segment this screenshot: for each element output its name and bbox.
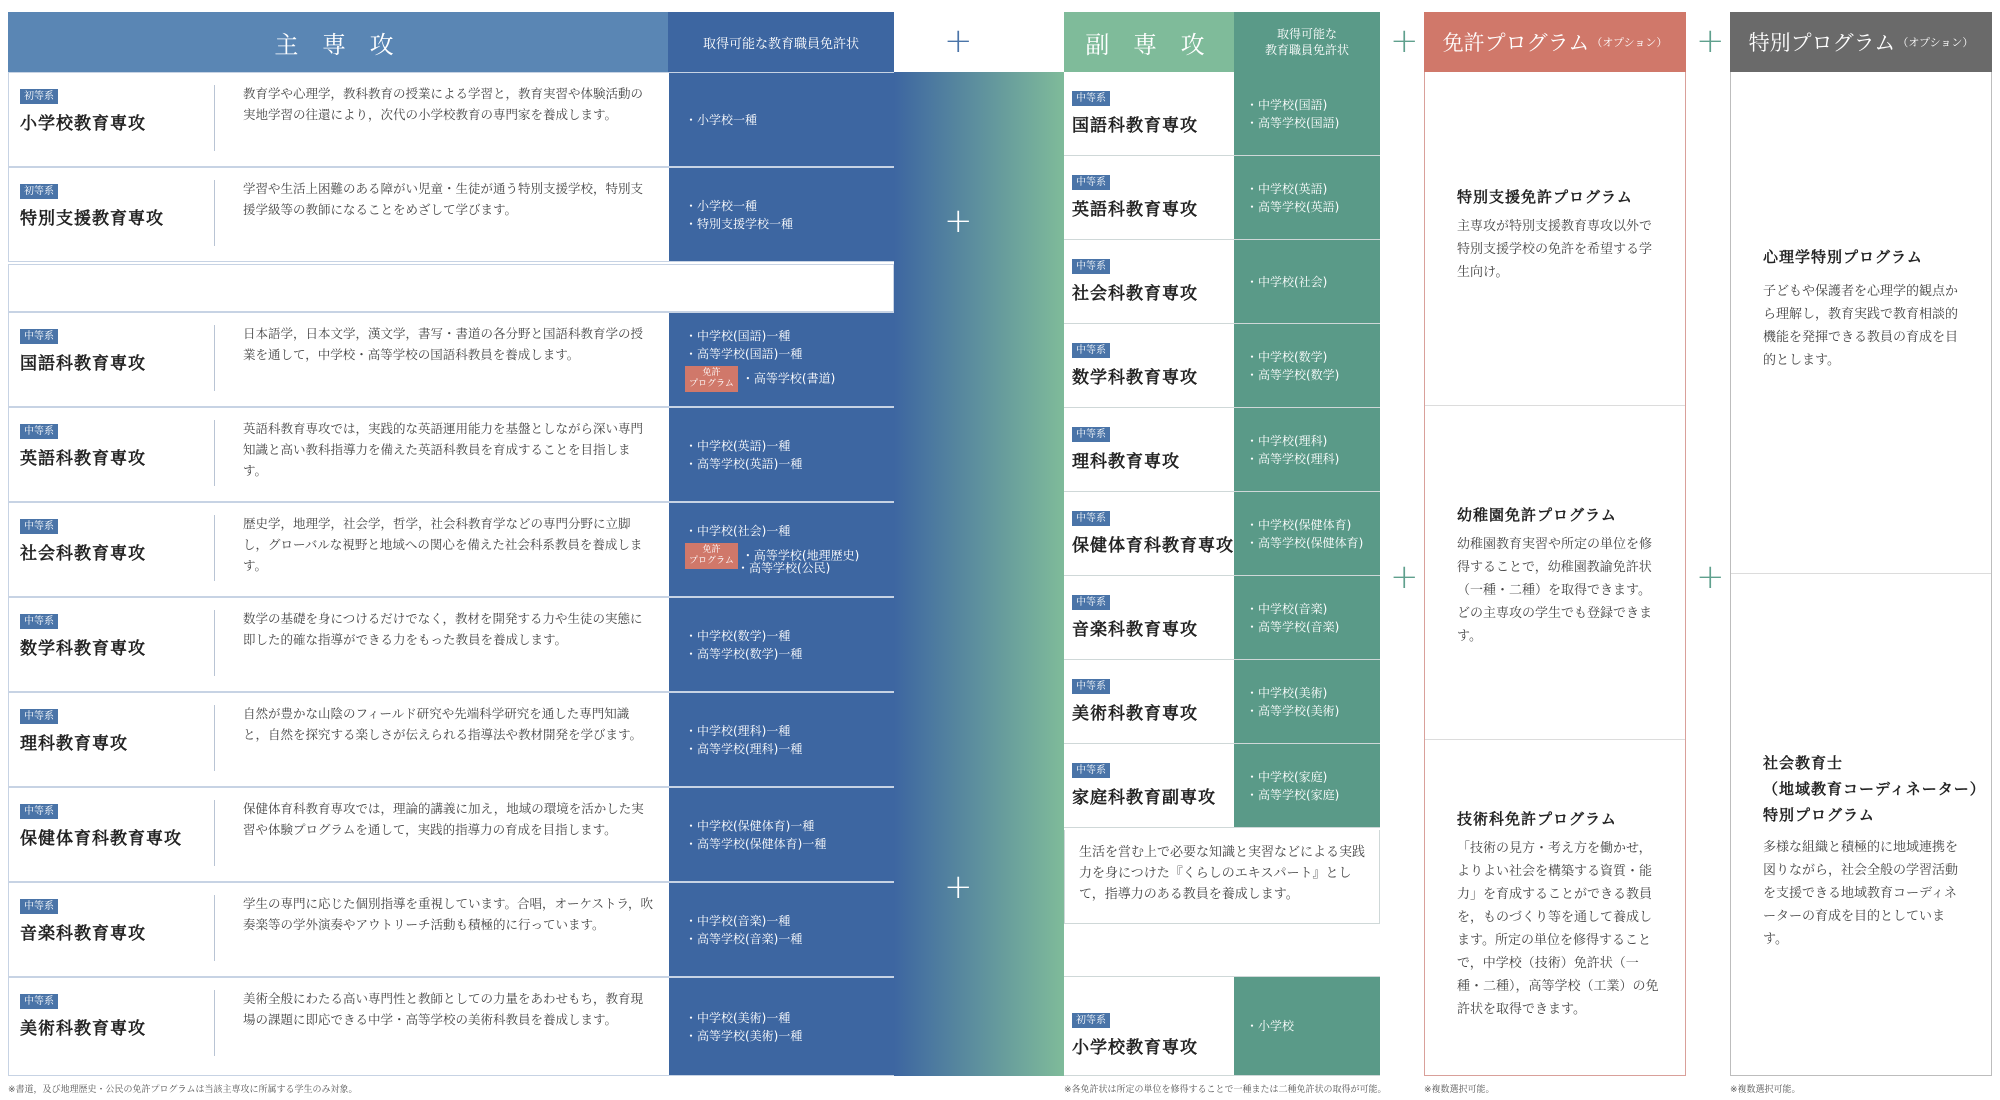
license-program-column — [1424, 72, 1686, 1076]
special-program-psychology[interactable] — [1731, 72, 1991, 574]
license-line: ・中学校(数学) — [1246, 349, 1328, 364]
divider — [214, 325, 215, 391]
main-major-row[interactable] — [8, 502, 894, 597]
program-title: 技術科免許プログラム — [1457, 810, 1617, 828]
badge-line: プログラム — [689, 379, 734, 389]
main-major-row[interactable] — [8, 312, 894, 407]
license-line: ・中学校(保健体育)一種 — [685, 818, 815, 833]
minor-row[interactable] — [1064, 72, 1380, 156]
main-license-cell — [669, 503, 895, 596]
minor-license-header — [1234, 12, 1380, 72]
plus-icon: + — [1696, 21, 1725, 61]
license-line: ・高等学校(理科)一種 — [685, 741, 803, 756]
main-license-cell — [669, 598, 895, 691]
badge-line: プログラム — [689, 556, 734, 566]
program-title-line: （地域教育コーディネーター） — [1763, 780, 1986, 798]
divider — [214, 180, 215, 246]
special-program-social-education[interactable] — [1731, 574, 1991, 1074]
program-text: 多様な組織と積極的に地域連携を図りながら，社会全般の学習活動を支援できる地域教育コーディネーターの育成を目的としています。 — [1763, 840, 1959, 947]
plus-icon: + — [944, 21, 973, 61]
minor-row[interactable] — [1064, 660, 1380, 744]
program-title-line: 特別プログラム — [1763, 806, 1875, 824]
main-major-row[interactable] — [8, 882, 894, 977]
program-title: 幼稚園免許プログラム — [1457, 506, 1617, 524]
main-major-row[interactable] — [8, 167, 894, 262]
minor-license-cell — [1234, 492, 1380, 575]
divider — [214, 515, 215, 581]
license-line: ・小学校一種 — [685, 112, 758, 127]
major-description: 保健体育科教育専攻では，理論的講義に加え，地域の環境を活かした実習や体験プログラムを通して，実践的指導力の育成を目指します。 — [243, 801, 644, 837]
major-name: 国語科教育専攻 — [20, 354, 146, 374]
main-license-cell — [669, 978, 895, 1075]
license-line: ・高等学校(数学)一種 — [685, 646, 803, 661]
divider — [214, 895, 215, 961]
license-program-kindergarten[interactable] — [1425, 406, 1685, 740]
program-title-line: 社会教育士 — [1763, 754, 1844, 772]
category-tag: 中等系 — [20, 519, 58, 534]
program-text: 子どもや保護者を心理学的観点から理解し，教育実践で教育相談的機能を発揮できる教員の育成を目的とします。 — [1763, 284, 1959, 368]
program-title: 心理学特別プログラム — [1763, 248, 1923, 266]
main-license-cell — [669, 313, 895, 406]
category-tag: 中等系 — [1072, 175, 1110, 190]
category-tag: 中等系 — [20, 424, 58, 439]
license-line: ・高等学校(英語)一種 — [685, 456, 803, 471]
minor-license-cell — [1234, 72, 1380, 155]
minor-name: 小学校教育専攻 — [1072, 1038, 1198, 1058]
category-tag: 初等系 — [20, 184, 58, 199]
minor-license-cell — [1234, 324, 1380, 407]
major-description: 学生の専門に応じた個別指導を重視しています。合唱，オーケストラ，吹奏楽等の学外演奏やアウトリーチ活動も積極的に行っています。 — [243, 896, 654, 932]
major-name: 音楽科教育専攻 — [20, 924, 146, 944]
license-program-header — [1424, 12, 1686, 72]
home-economics-description: 生活を営む上で必要な知識と実習などによる実践力を身につけた『くらしのエキスパート』として，指導力のある教員を養成します。 — [1064, 830, 1380, 924]
minor-row[interactable] — [1064, 240, 1380, 324]
main-major-row[interactable] — [8, 692, 894, 787]
license-line: ・中学校(数学)一種 — [685, 628, 791, 643]
major-name: 英語科教育専攻 — [20, 449, 146, 469]
category-tag: 中等系 — [1072, 343, 1110, 358]
license-line: ・高等学校(保健体育)一種 — [685, 836, 827, 851]
category-tag: 初等系 — [1072, 1013, 1110, 1028]
license-line: ・高等学校(美術) — [1246, 703, 1340, 718]
program-text: 「技術の見方・考え方を働かせ，よりよい社会を構築する資質・能力」を育成することができる教員を，ものづくり等を通して養成します。所定の単位を修得することで，中学校（技術）免許状（一種・二種），高等学校（工業）の免許状を取得できます。 — [1457, 841, 1659, 1017]
license-line: ・中学校(社会) — [1246, 274, 1328, 289]
plus-icon: + — [944, 867, 973, 907]
license-line: ・高等学校(美術)一種 — [685, 1028, 803, 1043]
license-line: ・中学校(英語) — [1246, 181, 1328, 196]
minor-name: 数学科教育専攻 — [1072, 368, 1198, 388]
divider — [214, 420, 215, 486]
program-license: ・高等学校(地理歴史) — [741, 548, 860, 563]
license-line: ・中学校(理科)一種 — [685, 723, 791, 738]
main-footnote: ※書道，及び地理歴史・公民の免許プログラムは当該主専攻に所属する学生のみ対象。 — [8, 1085, 358, 1095]
divider — [214, 705, 215, 771]
main-major-row[interactable] — [8, 407, 894, 502]
special-program-column — [1730, 72, 1992, 1076]
major-description: 日本語学，日本文学，漢文学，書写・書道の各分野と国語科教育学の授業を通して，中学校・高等学校の国語科教員を養成します。 — [243, 326, 644, 362]
minor-name: 家庭科教育副専攻 — [1072, 788, 1216, 808]
category-tag: 中等系 — [20, 804, 58, 819]
license-line: ・高等学校(英語) — [1246, 199, 1340, 214]
divider — [214, 990, 215, 1056]
minor-name: 英語科教育専攻 — [1072, 200, 1198, 220]
plus-icon: + — [1390, 21, 1419, 61]
plus-icon: + — [1390, 557, 1419, 597]
program-text: 主専攻が特別支援教育専攻以外で特別支援学校の免許を希望する学生向け。 — [1457, 219, 1653, 280]
license-line: ・高等学校(音楽) — [1246, 619, 1340, 634]
category-tag: 中等系 — [1072, 511, 1110, 526]
category-tag: 中等系 — [1072, 259, 1110, 274]
license-line: ・特別支援学校一種 — [685, 216, 794, 231]
minor-name: 理科教育専攻 — [1072, 452, 1180, 472]
minor-row-elementary[interactable] — [1064, 976, 1380, 1076]
category-tag: 中等系 — [20, 614, 58, 629]
minor-footnote: ※各免許状は所定の単位を修得することで一種または二種免許状の取得が可能。 — [1064, 1085, 1387, 1095]
special-program-title: 特別プログラム — [1748, 31, 1896, 55]
license-line: ・高等学校(国語) — [1246, 115, 1340, 130]
category-tag: 中等系 — [1072, 763, 1110, 778]
minor-name: 国語科教育専攻 — [1072, 116, 1198, 136]
major-description: 学習や生活上困難のある障がい児童・生徒が通う特別支援学校，特別支援学級等の教師になることをめざして学びます。 — [243, 181, 644, 217]
license-program-special-support[interactable] — [1425, 72, 1685, 406]
main-major-row[interactable] — [8, 787, 894, 882]
license-line: ・中学校(保健体育) — [1246, 517, 1352, 532]
main-major-row[interactable] — [8, 977, 894, 1076]
minor-row[interactable] — [1064, 576, 1380, 660]
license-line: ・小学校 — [1246, 1019, 1295, 1033]
category-tag: 中等系 — [1072, 91, 1110, 106]
minor-license-cell — [1234, 660, 1380, 743]
minor-name: 保健体育科教育専攻 — [1072, 536, 1234, 556]
major-description: 英語科教育専攻では，実践的な英語運用能力を基盤としながら深い専門知識と高い教科指導力を備えた英語科教員を育成することを目指します。 — [243, 421, 644, 478]
major-description: 数学の基礎を身につけるだけでなく，教材を開発する力や生徒の実態に即した的確な指導ができる力をもった教員を養成します。 — [243, 611, 643, 647]
category-tag: 中等系 — [20, 329, 58, 344]
minor-name: 音楽科教育専攻 — [1072, 620, 1198, 640]
license-line: ・中学校(美術)一種 — [685, 1010, 791, 1025]
license-line: ・高等学校(保健体育) — [1246, 535, 1364, 550]
license-line: ・中学校(家庭) — [1246, 769, 1328, 784]
license-line: ・小学校一種 — [685, 198, 758, 213]
category-tag: 中等系 — [20, 899, 58, 914]
category-tag: 中等系 — [1072, 595, 1110, 610]
minor-name: 美術科教育専攻 — [1072, 704, 1198, 724]
main-license-cell — [669, 168, 895, 261]
minor-row[interactable] — [1064, 492, 1380, 576]
main-license-header: 取得可能な教育職員免許状 — [668, 12, 894, 72]
divider — [214, 610, 215, 676]
main-license-cell — [669, 408, 895, 501]
major-name: 美術科教育専攻 — [20, 1019, 146, 1039]
license-line: ・中学校(英語)一種 — [685, 438, 791, 453]
option-label: （オプション） — [1897, 36, 1974, 49]
license-program-technology[interactable] — [1425, 740, 1685, 1074]
license-program-badge — [685, 366, 738, 392]
category-tag: 初等系 — [20, 89, 58, 104]
minor-license-header-line2: 教育職員免許状 — [1264, 43, 1349, 57]
main-license-cell — [669, 693, 895, 786]
program-license: ・高等学校(公民) — [737, 561, 831, 575]
license-line: ・中学校(理科) — [1246, 433, 1328, 448]
minor-row[interactable] — [1064, 156, 1380, 240]
major-description: 美術全般にわたる高い専門性と教師としての力量をあわせもち，教育現場の課題に即応できる中学・高等学校の美術科教員を養成します。 — [243, 991, 644, 1027]
divider — [214, 800, 215, 866]
minor-license-cell — [1234, 977, 1380, 1075]
badge-line: 免許 — [702, 545, 721, 555]
plus-icon: + — [944, 201, 973, 241]
main-license-cell — [669, 883, 895, 976]
license-line: ・中学校(音楽)一種 — [685, 913, 791, 928]
license-line: ・高等学校(数学) — [1246, 367, 1340, 382]
major-name: 理科教育専攻 — [20, 734, 128, 754]
program-text: 幼稚園教育実習や所定の単位を修得することで，幼稚園教諭免許状（一種・二種）を取得できます。どの主専攻の学生でも登録できます。 — [1457, 537, 1653, 644]
special-program-footnote: ※複数選択可能。 — [1730, 1085, 1801, 1095]
major-name: 保健体育科教育専攻 — [20, 829, 182, 849]
license-line: ・中学校(音楽) — [1246, 601, 1328, 616]
major-description: 歴史学，地理学，社会学，哲学，社会科教育学などの専門分野に立脚し，グローバルな視野と地域への関心を備えた社会科系教員を養成します。 — [243, 516, 643, 573]
main-major-row[interactable] — [8, 597, 894, 692]
license-program-footnote: ※複数選択可能。 — [1424, 1085, 1495, 1095]
major-name: 特別支援教育専攻 — [20, 209, 164, 229]
license-line: ・高等学校(家庭) — [1246, 787, 1340, 802]
minor-license-cell — [1234, 240, 1380, 323]
minor-name: 社会科教育専攻 — [1072, 284, 1198, 304]
minor-license-cell — [1234, 744, 1380, 827]
program-title — [1763, 750, 1986, 828]
divider — [214, 85, 215, 151]
minor-license-cell — [1234, 576, 1380, 659]
program-license-line — [685, 559, 895, 577]
license-line: ・中学校(社会)一種 — [685, 524, 791, 538]
program-title: 特別支援免許プログラム — [1457, 188, 1633, 206]
category-tag: 中等系 — [20, 709, 58, 724]
minor-license-header-line1: 取得可能な — [1276, 27, 1337, 41]
minor-license-cell — [1234, 156, 1380, 239]
major-name: 社会科教育専攻 — [20, 544, 146, 564]
special-program-header — [1730, 12, 1992, 72]
main-divider-band — [8, 264, 894, 312]
program-license: ・高等学校(書道) — [741, 371, 836, 386]
license-line: ・中学校(美術) — [1246, 685, 1328, 700]
minor-row[interactable] — [1064, 324, 1380, 408]
minor-header: 副 専 攻 — [1064, 12, 1234, 72]
option-label: （オプション） — [1591, 36, 1668, 49]
license-line: ・中学校(国語) — [1246, 97, 1328, 112]
major-name: 小学校教育専攻 — [20, 114, 146, 134]
license-line: ・高等学校(音楽)一種 — [685, 931, 803, 946]
license-line: ・高等学校(理科) — [1246, 451, 1340, 466]
major-name: 数学科教育専攻 — [20, 639, 146, 659]
minor-row[interactable] — [1064, 408, 1380, 492]
major-description: 自然が豊かな山陰のフィールド研究や先端科学研究を通した専門知識と，自然を探究する楽しさが伝えられる指導法や教材開発を学びます。 — [243, 706, 643, 742]
main-license-cell — [669, 788, 895, 881]
license-program-title: 免許プログラム — [1442, 31, 1590, 55]
category-tag: 中等系 — [1072, 427, 1110, 442]
badge-line: 免許 — [702, 368, 721, 378]
license-line: ・中学校(国語)一種 — [685, 329, 791, 343]
main-major-header: 主 専 攻 — [8, 12, 668, 72]
main-major-row[interactable] — [8, 72, 894, 167]
plus-icon: + — [1696, 557, 1725, 597]
license-line: ・高等学校(国語)一種 — [685, 347, 803, 361]
minor-row[interactable] — [1064, 744, 1380, 828]
minor-license-cell — [1234, 408, 1380, 491]
category-tag: 中等系 — [1072, 679, 1110, 694]
program-license-line — [685, 366, 895, 392]
major-description: 教育学や心理学，教科教育の授業による学習と，教育実習や体験活動の実地学習の往還により，次代の小学校教育の専門家を養成します。 — [243, 86, 644, 122]
category-tag: 中等系 — [20, 994, 58, 1009]
main-license-cell — [669, 73, 895, 166]
